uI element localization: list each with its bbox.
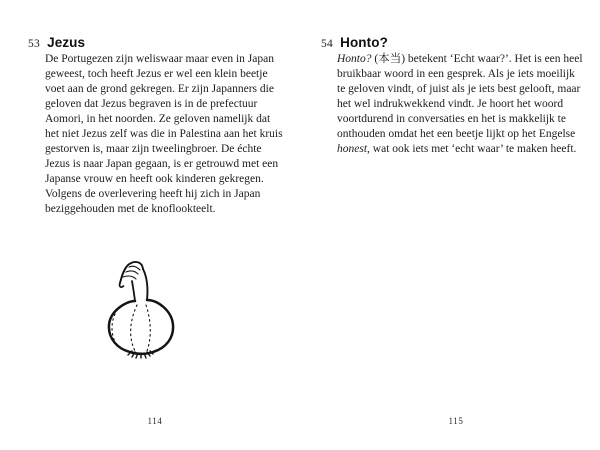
- right-entry-title: Honto?: [340, 35, 388, 50]
- left-entry-title: Jezus: [47, 35, 86, 50]
- right-entry-number: 54: [321, 38, 334, 50]
- left-entry-body: De Portugezen zijn weliswaar maar even in Japan geweest, toch heeft Jezus er wel een klein beetje voet aan de grond gekregen. Er zijn Japanners die geloven dat Jezus begraven is in de prefectuur Aomori, in het noorden. Ze geloven namelijk dat het niet Jezus zelf was die in Palestina aan het kruis gestorven is, maar zijn tweelingbroer. De échte Jezus is naar Japan gegaan, is er getrouwd met een Japanse vrouw en heeft ook kinderen gekregen. Volgens de overlevering heeft hij zich in Japan beziggehouden met de knoflookteelt.: [45, 53, 283, 215]
- right-entry-body: Honto? (本当) betekent ‘Echt waar?’. Het is een heel bruikbaar woord in een gesprek. Als je iets moeilijk te geloven vindt, of juist als je iets best gelooft, maar het wel indrukwekkend vindt. Je hoort het woord voortdurend in conversaties en het is makkelijk te onthouden omdat het een beetje lijkt op het Engelse honest, wat ook iets met ‘echt waar’ te maken heeft.: [337, 53, 583, 155]
- left-page-number: 114: [147, 416, 163, 426]
- left-entry-header: [28, 35, 85, 50]
- garlic-bulb-drawing: [102, 259, 180, 359]
- left-entry-number: 53: [28, 38, 41, 50]
- garlic-bulb-illustration: [102, 259, 180, 359]
- right-entry-header: [321, 35, 388, 50]
- right-page-number: 115: [448, 416, 464, 426]
